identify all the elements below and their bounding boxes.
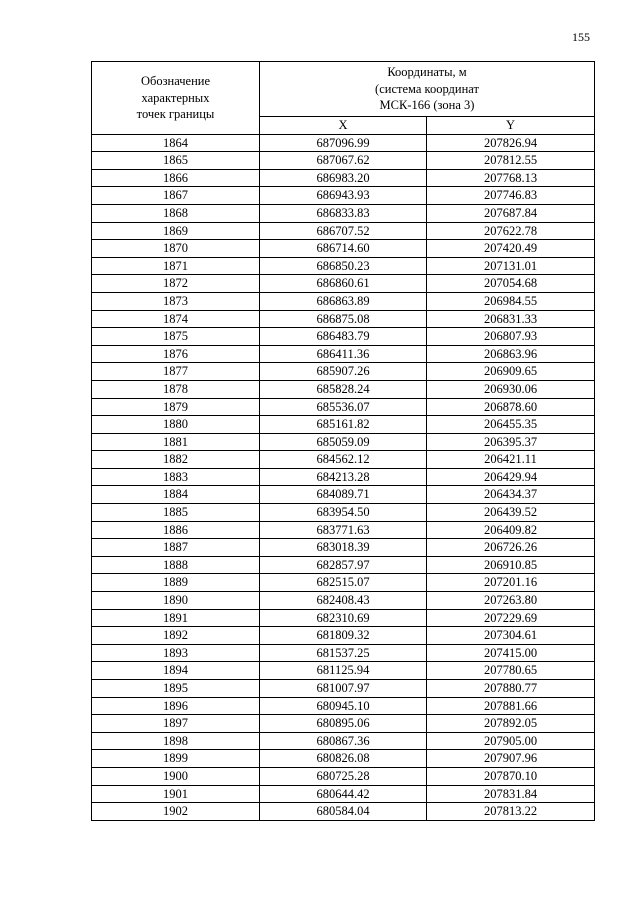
table-row: [92, 697, 595, 715]
page-number: 155: [572, 30, 590, 44]
x-cell: 681809.32: [260, 627, 427, 645]
point-id-cell: 1870: [92, 240, 260, 258]
table-row: [92, 750, 595, 768]
table-row: [92, 292, 595, 310]
table-row: [92, 433, 595, 451]
point-id-cell: 1900: [92, 767, 260, 785]
y-cell: 207813.22: [427, 803, 595, 821]
point-id-cell: 1895: [92, 680, 260, 698]
x-cell: 683771.63: [260, 521, 427, 539]
y-cell: 206409.82: [427, 521, 595, 539]
table-row: [92, 257, 595, 275]
point-id-cell: 1884: [92, 486, 260, 504]
y-cell: 207415.00: [427, 644, 595, 662]
coordinates-table: [91, 61, 595, 821]
y-cell: 207746.83: [427, 187, 595, 205]
point-id-cell: 1885: [92, 504, 260, 522]
x-cell: 683954.50: [260, 504, 427, 522]
x-cell: 685059.09: [260, 433, 427, 451]
y-cell: 206726.26: [427, 539, 595, 557]
table-row: [92, 504, 595, 522]
point-id-cell: 1898: [92, 732, 260, 750]
y-cell: 206429.94: [427, 468, 595, 486]
point-id-cell: 1876: [92, 345, 260, 363]
point-id-cell: 1874: [92, 310, 260, 328]
point-id-cell: 1878: [92, 380, 260, 398]
y-cell: 207263.80: [427, 592, 595, 610]
x-cell: 686850.23: [260, 257, 427, 275]
y-cell: 206455.35: [427, 416, 595, 434]
x-cell: 680826.08: [260, 750, 427, 768]
point-id-cell: 1891: [92, 609, 260, 627]
table-row: [92, 187, 595, 205]
y-cell: 207905.00: [427, 732, 595, 750]
table-row: [92, 222, 595, 240]
y-cell: 207907.96: [427, 750, 595, 768]
point-id-cell: 1897: [92, 715, 260, 733]
point-id-cell: 1875: [92, 328, 260, 346]
x-cell: 686483.79: [260, 328, 427, 346]
y-cell: 206984.55: [427, 292, 595, 310]
point-id-cell: 1871: [92, 257, 260, 275]
x-cell: 686860.61: [260, 275, 427, 293]
x-cell: 685907.26: [260, 363, 427, 381]
table-row: [92, 627, 595, 645]
table-row: [92, 152, 595, 170]
point-id-cell: 1890: [92, 592, 260, 610]
y-cell: 207622.78: [427, 222, 595, 240]
y-cell: 207881.66: [427, 697, 595, 715]
y-cell: 207826.94: [427, 134, 595, 152]
y-cell: 206439.52: [427, 504, 595, 522]
table-row: [92, 275, 595, 293]
point-id-cell: 1881: [92, 433, 260, 451]
point-id-cell: 1883: [92, 468, 260, 486]
x-cell: 685161.82: [260, 416, 427, 434]
y-cell: 207201.16: [427, 574, 595, 592]
x-cell: 680584.04: [260, 803, 427, 821]
x-cell: 686714.60: [260, 240, 427, 258]
table-row: [92, 644, 595, 662]
table-row: [92, 468, 595, 486]
y-cell: 207768.13: [427, 169, 595, 187]
x-cell: 686875.08: [260, 310, 427, 328]
header-x: X: [260, 117, 427, 135]
table-row: [92, 715, 595, 733]
table-row: [92, 539, 595, 557]
point-id-cell: 1864: [92, 134, 260, 152]
y-cell: 207229.69: [427, 609, 595, 627]
point-id-cell: 1888: [92, 556, 260, 574]
y-cell: 207304.61: [427, 627, 595, 645]
y-cell: 207054.68: [427, 275, 595, 293]
point-id-cell: 1899: [92, 750, 260, 768]
point-id-cell: 1896: [92, 697, 260, 715]
table-row: [92, 363, 595, 381]
x-cell: 686411.36: [260, 345, 427, 363]
y-cell: 207812.55: [427, 152, 595, 170]
x-cell: 682515.07: [260, 574, 427, 592]
point-id-cell: 1902: [92, 803, 260, 821]
x-cell: 680895.06: [260, 715, 427, 733]
x-cell: 684089.71: [260, 486, 427, 504]
point-id-cell: 1879: [92, 398, 260, 416]
header-coordinates-text: Координаты, м (система координат МСК-166 (зона 3): [375, 65, 479, 113]
table-row: [92, 574, 595, 592]
y-cell: 206434.37: [427, 486, 595, 504]
y-cell: 207880.77: [427, 680, 595, 698]
point-id-cell: 1882: [92, 451, 260, 469]
point-id-cell: 1877: [92, 363, 260, 381]
table-row: [92, 240, 595, 258]
table-row: [92, 486, 595, 504]
table-row: [92, 803, 595, 821]
point-id-cell: 1889: [92, 574, 260, 592]
y-cell: 207870.10: [427, 767, 595, 785]
table-row: [92, 204, 595, 222]
point-id-cell: 1887: [92, 539, 260, 557]
point-id-cell: 1867: [92, 187, 260, 205]
table-row: [92, 169, 595, 187]
table-row: [92, 556, 595, 574]
x-cell: 680867.36: [260, 732, 427, 750]
point-id-cell: 1880: [92, 416, 260, 434]
table-row: [92, 785, 595, 803]
table-row: [92, 398, 595, 416]
y-cell: 206930.06: [427, 380, 595, 398]
point-id-cell: 1872: [92, 275, 260, 293]
point-id-cell: 1892: [92, 627, 260, 645]
point-id-cell: 1901: [92, 785, 260, 803]
x-cell: 681537.25: [260, 644, 427, 662]
x-cell: 682408.43: [260, 592, 427, 610]
table-row: [92, 380, 595, 398]
table-row: [92, 451, 595, 469]
x-cell: 684562.12: [260, 451, 427, 469]
header-points: [92, 62, 260, 135]
point-id-cell: 1866: [92, 169, 260, 187]
table-body: [92, 134, 595, 820]
x-cell: 685536.07: [260, 398, 427, 416]
x-cell: 686863.89: [260, 292, 427, 310]
point-id-cell: 1886: [92, 521, 260, 539]
y-cell: 207420.49: [427, 240, 595, 258]
y-cell: 207131.01: [427, 257, 595, 275]
point-id-cell: 1873: [92, 292, 260, 310]
x-cell: 687067.62: [260, 152, 427, 170]
y-cell: 207780.65: [427, 662, 595, 680]
table-row: [92, 609, 595, 627]
table-row: [92, 662, 595, 680]
table-row: [92, 328, 595, 346]
x-cell: 683018.39: [260, 539, 427, 557]
x-cell: 686833.83: [260, 204, 427, 222]
y-cell: 206878.60: [427, 398, 595, 416]
y-cell: 206421.11: [427, 451, 595, 469]
y-cell: 206807.93: [427, 328, 595, 346]
x-cell: 680725.28: [260, 767, 427, 785]
point-id-cell: 1893: [92, 644, 260, 662]
header-y: Y: [427, 117, 595, 135]
y-cell: 207892.05: [427, 715, 595, 733]
y-cell: 206863.96: [427, 345, 595, 363]
table-row: [92, 345, 595, 363]
point-id-cell: 1865: [92, 152, 260, 170]
point-id-cell: 1868: [92, 204, 260, 222]
table-row: [92, 134, 595, 152]
x-cell: 680945.10: [260, 697, 427, 715]
table-row: [92, 592, 595, 610]
y-cell: 207687.84: [427, 204, 595, 222]
point-id-cell: 1869: [92, 222, 260, 240]
x-cell: 681125.94: [260, 662, 427, 680]
x-cell: 681007.97: [260, 680, 427, 698]
table-row: [92, 310, 595, 328]
table-row: [92, 767, 595, 785]
y-cell: 206909.65: [427, 363, 595, 381]
x-cell: 686943.93: [260, 187, 427, 205]
table-row: [92, 680, 595, 698]
table-row: [92, 521, 595, 539]
y-cell: 206831.33: [427, 310, 595, 328]
table-row: [92, 416, 595, 434]
header-points-text: Обозначение характерных точек границы: [136, 73, 215, 122]
x-cell: 686707.52: [260, 222, 427, 240]
x-cell: 680644.42: [260, 785, 427, 803]
table-row: [92, 732, 595, 750]
x-cell: 684213.28: [260, 468, 427, 486]
y-cell: 206395.37: [427, 433, 595, 451]
y-cell: 207831.84: [427, 785, 595, 803]
header-coordinates: [260, 62, 595, 117]
point-id-cell: 1894: [92, 662, 260, 680]
x-cell: 686983.20: [260, 169, 427, 187]
x-cell: 685828.24: [260, 380, 427, 398]
y-cell: 206910.85: [427, 556, 595, 574]
x-cell: 687096.99: [260, 134, 427, 152]
x-cell: 682310.69: [260, 609, 427, 627]
x-cell: 682857.97: [260, 556, 427, 574]
